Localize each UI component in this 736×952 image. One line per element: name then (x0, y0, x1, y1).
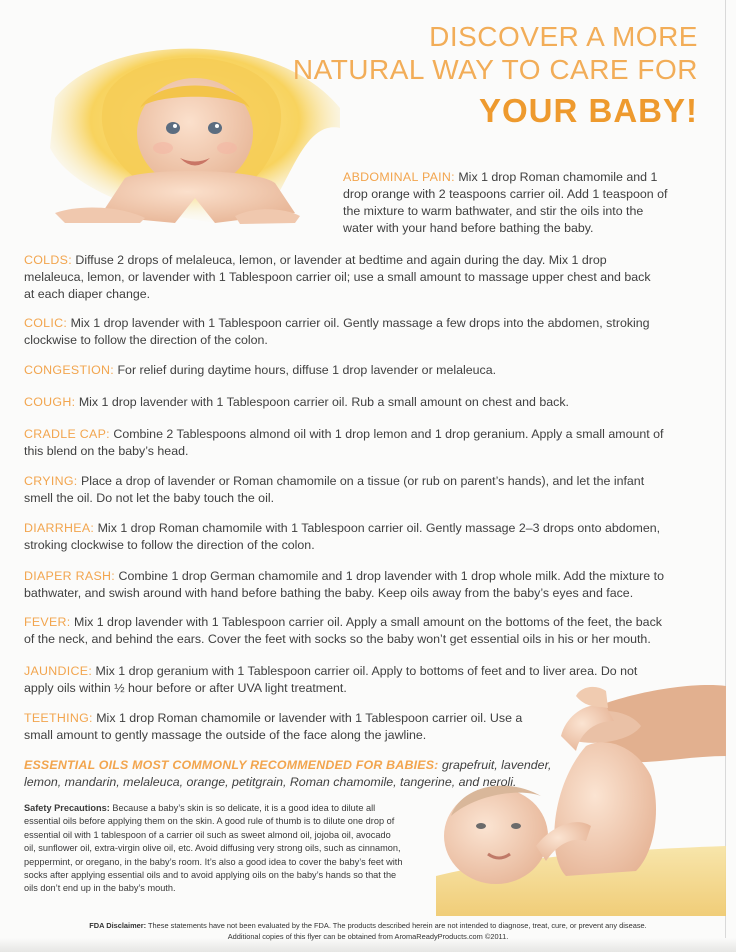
safety-text: Because a baby’s skin is so delicate, it is a good idea to dilute all essential oils before applying them on the skin. A good rule of thumb is to dilute one drop of essential oil with 1 tablespoon of a carrier oil such as sweet almond oil, jojoba oil, avocado oil, sunflower oil, extra-virgin olive oil, etc. Avoid diffusing very strong oils, such as cinnamon, peppermint, or oregano, in the baby’s room. It’s also a good idea to cover the baby’s feet with socks after applying essential oils and to avoid applying oils on the baby’s hands so that the oils don’t end up in the baby’s mouth. (24, 803, 403, 894)
fda-heading: FDA Disclaimer: (89, 921, 147, 930)
oils-heading: ESSENTIAL OILS MOST COMMONLY RECOMMENDED FOR BABIES: (24, 758, 439, 772)
safety-heading: Safety Precautions: (24, 803, 110, 813)
baby-feet-photo (436, 676, 726, 916)
entry-colic (24, 315, 664, 349)
title-line-3: YOUR BABY! (478, 92, 698, 130)
entry-text: Diffuse 2 drops of melaleuca, lemon, or lavender at bedtime and again during the day. Mix 1 drop melaleuca, lemon, or lavender with 1 Tablespoon carrier oil; use a small amount to massage upper chest and back at each diaper change. (24, 253, 651, 301)
entry-text: Combine 2 Tablespoons almond oil with 1 drop lemon and 1 drop geranium. Apply a small amount of this blend on the baby’s head. (24, 427, 664, 458)
fda-text: These statements have not been evaluated by the FDA. The products described herein are not intended to diagnose, treat, cure, or prevent any disease. (146, 921, 647, 930)
recommended-oils (24, 757, 564, 791)
fda-line-2: Additional copies of this flyer can be obtained from AromaReadyProducts.com ©2011. (227, 932, 509, 941)
entry-term: DIARRHEA: (24, 521, 95, 535)
entry-term: TEETHING: (24, 711, 93, 725)
entry-text: Mix 1 drop lavender with 1 Tablespoon carrier oil. Gently massage a few drops into the abdomen, stroking clockwise to follow the direction of the colon. (24, 316, 650, 347)
entry-term: COLDS: (24, 253, 72, 267)
entry-fever (24, 614, 664, 648)
entry-term: JAUNDICE: (24, 664, 93, 678)
title-line-2: NATURAL WAY TO CARE FOR (292, 54, 698, 86)
entry-term: CONGESTION: (24, 363, 115, 377)
entry-text: Mix 1 drop lavender with 1 Tablespoon carrier oil. Rub a small amount on chest and back. (75, 395, 569, 409)
entry-text: Mix 1 drop geranium with 1 Tablespoon carrier oil. Apply to bottoms of feet and to liver area. Do not apply oils within ½ hour before or after UVA light treatment. (24, 664, 638, 695)
entry-text: Mix 1 drop lavender with 1 Tablespoon carrier oil. Apply a small amount on the bottoms of the feet, the back of the neck, and behind the ears. Cover the feet with socks so the baby won’t get essential oils in his or her mouth. (24, 615, 662, 646)
entry-term: ABDOMINAL PAIN: (343, 170, 455, 184)
entry-text: Mix 1 drop Roman chamomile with 1 Tablespoon carrier oil. Gently massage 2–3 drops onto abdomen, stroking clockwise to follow the direction of the colon. (24, 521, 661, 552)
entry-congestion (24, 362, 664, 379)
entry-diaper-rash (24, 568, 664, 602)
safety-precautions (24, 802, 404, 896)
entry-term: COLIC: (24, 316, 68, 330)
entry-abdominal-pain (343, 169, 673, 237)
oils-list: grapefruit, lavender, lemon, mandarin, melaleuca, orange, petitgrain, Roman chamomile, tangerine, and neroli. (24, 758, 552, 789)
entry-term: CRADLE CAP: (24, 427, 110, 441)
flyer-title (293, 20, 698, 131)
entry-text: Combine 1 drop German chamomile and 1 drop lavender with 1 drop whole milk. Add the mixture to bathwater, and swish around with hand before bathing the baby. Keep oils away from the baby’s eyes and face. (24, 569, 664, 600)
entry-colds (24, 252, 664, 303)
entry-crying (24, 473, 664, 507)
entry-text: Mix 1 drop Roman chamomile and 1 drop orange with 2 teaspoons carrier oil. Add 1 teaspoon of the mixture to warm bathwater, and stir the oils into the water with your hand before bathing the baby. (343, 170, 668, 235)
entry-term: FEVER: (24, 615, 71, 629)
entry-cradle-cap (24, 426, 664, 460)
entry-diarrhea (24, 520, 664, 554)
title-line-1: DISCOVER A MORE (429, 21, 698, 52)
fda-line-1 (0, 920, 736, 931)
fda-disclaimer (0, 920, 736, 942)
entry-text: Mix 1 drop Roman chamomile or lavender with 1 Tablespoon carrier oil. Use a small amount to gently massage the outside of the face along the jawline. (24, 711, 523, 742)
entry-term: DIAPER RASH: (24, 569, 116, 583)
entry-text: For relief during daytime hours, diffuse 1 drop lavender or melaleuca. (114, 363, 497, 377)
entry-term: COUGH: (24, 395, 76, 409)
entry-term: CRYING: (24, 474, 78, 488)
entry-text: Place a drop of lavender or Roman chamomile on a tissue (or rub on parent’s hands), and let the infant smell the oil. Do not let the baby touch the oil. (24, 474, 645, 505)
entry-cough (24, 394, 664, 411)
